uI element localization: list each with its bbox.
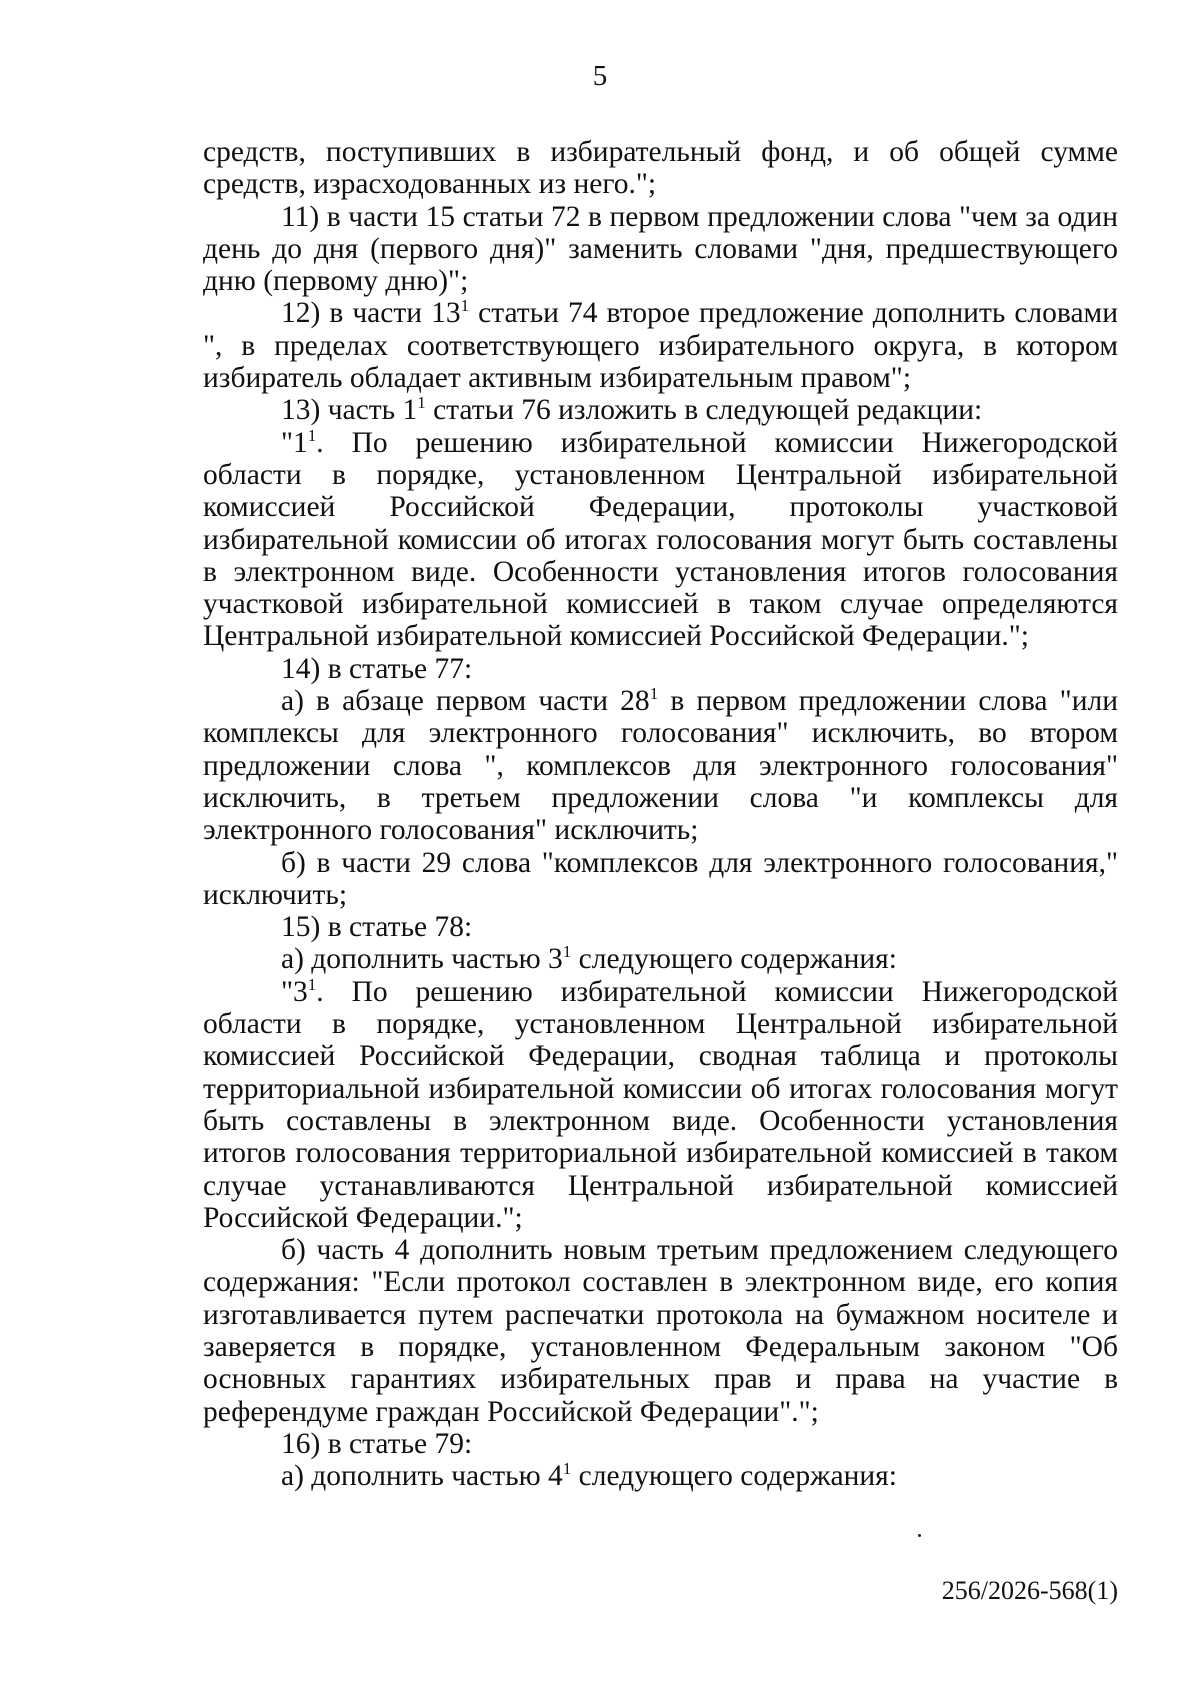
- paragraph: [203, 297, 1118, 394]
- paragraph: [203, 1428, 1118, 1460]
- paragraph: [203, 976, 1118, 1234]
- paragraph-text: а) дополнить частью 3: [281, 943, 563, 976]
- paragraph-text: статьи 74 второе предложение дополнить словами ", в пределах соответствующего избирательного округа, в котором избиратель обладает активным избирательным правом";: [203, 297, 1118, 395]
- paragraph: [203, 847, 1118, 912]
- paragraph-text: средств, поступивших в избирательный фонд, и об общей сумме средств, израсходованных из него.";: [203, 136, 1118, 201]
- paragraph-text: 11) в части 15 статьи 72 в первом предложении слова "чем за один день до дня (первого дня)" заменить словами "дня, предшествующего дню (первому дню)";: [203, 200, 1118, 298]
- document-code: 256/2026-568(1): [941, 1576, 1118, 1605]
- paragraph: [203, 653, 1118, 685]
- paragraph-text: . По решению избирательной комиссии Нижегородской области в порядке, установленном Центральной избирательной комиссией Российской Федерации, сводная таблица и протоколы территориальной избирательной комиссии об итогах голосования могут быть составлены в электронном виде. Особенности установления итогов голосования территориальной избирательной комиссией в таком случае устанавливаются Центральной избирательной комиссией Российской Федерации.";: [203, 975, 1118, 1234]
- page-number: 5: [592, 60, 608, 92]
- superscript: 1: [417, 393, 426, 413]
- paragraph-text: а) в абзаце первом части 28: [281, 685, 650, 718]
- superscript: 1: [307, 425, 317, 445]
- superscript: 1: [562, 942, 572, 962]
- superscript: 1: [562, 1459, 572, 1479]
- superscript: 1: [307, 974, 317, 994]
- paragraph: [203, 911, 1118, 943]
- paragraph: [203, 427, 1118, 653]
- paragraph-text: "3: [281, 975, 308, 1008]
- paragraph: [203, 943, 1118, 975]
- paragraph-text: а) дополнить частью 4: [281, 1460, 563, 1493]
- paragraph-text: б) часть 4 дополнить новым третьим предложением следующего содержания: "Если протокол составлен в электронном виде, его копия изготавливается путем распечатки протокола на бумажном носителе и заверяется в порядке, установленном Федеральным законом "Об основных гарантиях избирательных прав и права на участие в референдуме граждан Российской Федерации".";: [203, 1234, 1118, 1428]
- document-body: [203, 136, 1118, 1492]
- paragraph-text: следующего содержания:: [571, 943, 897, 976]
- superscript: 1: [460, 296, 470, 316]
- paragraph-text: 16) в статье 79:: [281, 1427, 473, 1460]
- paragraph: [203, 201, 1118, 298]
- paragraph-text: 12) в части 13: [281, 297, 461, 330]
- paragraph: [203, 685, 1118, 846]
- paragraph: [203, 136, 1118, 201]
- paragraph-text: 13) часть 1: [281, 394, 418, 427]
- paragraph-text: б) в части 29 слова "комплексов для электронного голосования," исключить;: [203, 846, 1118, 911]
- paragraph: [203, 1234, 1118, 1428]
- paragraph-text: . По решению избирательной комиссии Нижегородской области в порядке, установленном Центральной избирательной комиссией Российской Федерации, протоколы участковой избирательной комиссии об итогах голосования могут быть составлены в электронном виде. Особенности установления итогов голосования участковой избирательной комиссией в таком случае определяются Центральной избирательной комиссией Российской Федерации.";: [203, 426, 1118, 653]
- paragraph-text: "1: [281, 426, 308, 459]
- superscript: 1: [649, 684, 659, 704]
- paragraph-text: 14) в статье 77:: [281, 652, 473, 685]
- scan-dot-mark: [918, 1534, 921, 1537]
- paragraph: [203, 394, 1118, 426]
- paragraph-text: 15) в статье 78:: [281, 911, 473, 944]
- paragraph-text: статьи 76 изложить в следующей редакции:: [425, 394, 983, 427]
- paragraph-text: следующего содержания:: [571, 1460, 897, 1493]
- paragraph-text: в первом предложении слова "или комплексы для электронного голосования" исключить, во втором предложении слова ", комплексов для электронного голосования" исключить, в третьем предложении слова "и комплексы для электронного голосования" исключить;: [203, 685, 1118, 847]
- paragraph: [203, 1460, 1118, 1492]
